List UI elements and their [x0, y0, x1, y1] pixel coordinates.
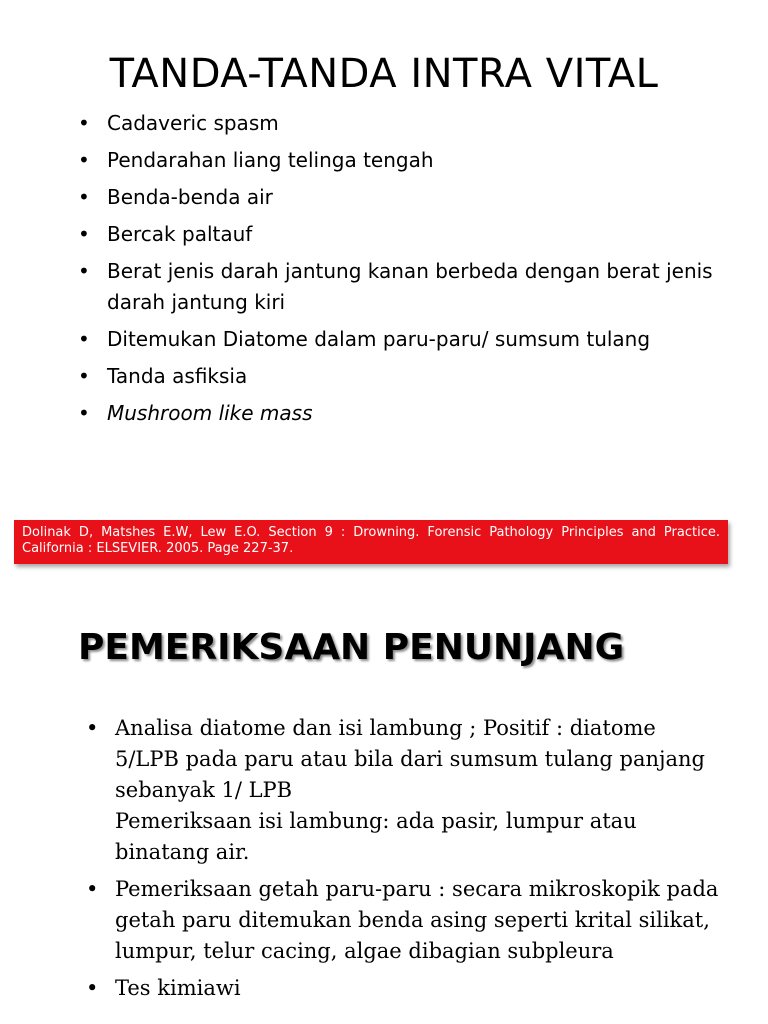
citation-box: Dolinak D, Matshes E.W, Lew E.O. Section 9 : Drowning. Forensic Pathology Principles and Practice. California : ELSEVIER. 2005. Page 227-37. [14, 520, 728, 564]
list-item: • Ditemukan Diatome dalam paru-paru/ sumsum tulang [78, 324, 738, 355]
slide-title: PEMERIKSAAN PENUNJANG [78, 627, 625, 668]
list-item: • Benda-benda air [78, 182, 738, 213]
bullet-list [78, 108, 738, 435]
list-item [86, 973, 726, 1004]
list-item: • Berat jenis darah jantung kanan berbeda dengan berat jenis darah jantung kiri [78, 256, 738, 318]
list-item-text: • Pemeriksaan getah paru-paru : secara mikroskopik pada getah paru ditemukan benda asing seperti krital silikat, lumpur, telur cacing, algae dibagian subpleura [115, 877, 719, 963]
slide-pemeriksaan-penunjang [0, 585, 768, 1024]
list-item-text: • Tes kimiawi [115, 976, 241, 1000]
slide-title: TANDA-TANDA INTRA VITAL [109, 51, 659, 97]
list-item: • Bercak paltauf [78, 219, 738, 250]
list-item: • Cadaveric spasm [78, 108, 738, 139]
list-item: • Tanda asfiksia [78, 361, 738, 392]
list-item: • Pendarahan liang telinga tengah [78, 145, 738, 176]
list-item [86, 713, 726, 868]
bullet-list [86, 713, 726, 1010]
list-item [86, 874, 726, 967]
list-item-continuation: Pemeriksaan isi lambung: ada pasir, lumpur atau binatang air. [115, 809, 637, 864]
list-item-text: • Analisa diatome dan isi lambung ; Positif : diatome 5/LPB pada paru atau bila dari sumsum tulang panjang sebanyak 1/ LPB [115, 716, 705, 802]
list-item [78, 398, 738, 429]
list-item-text: Mushroom like mass [107, 401, 313, 425]
